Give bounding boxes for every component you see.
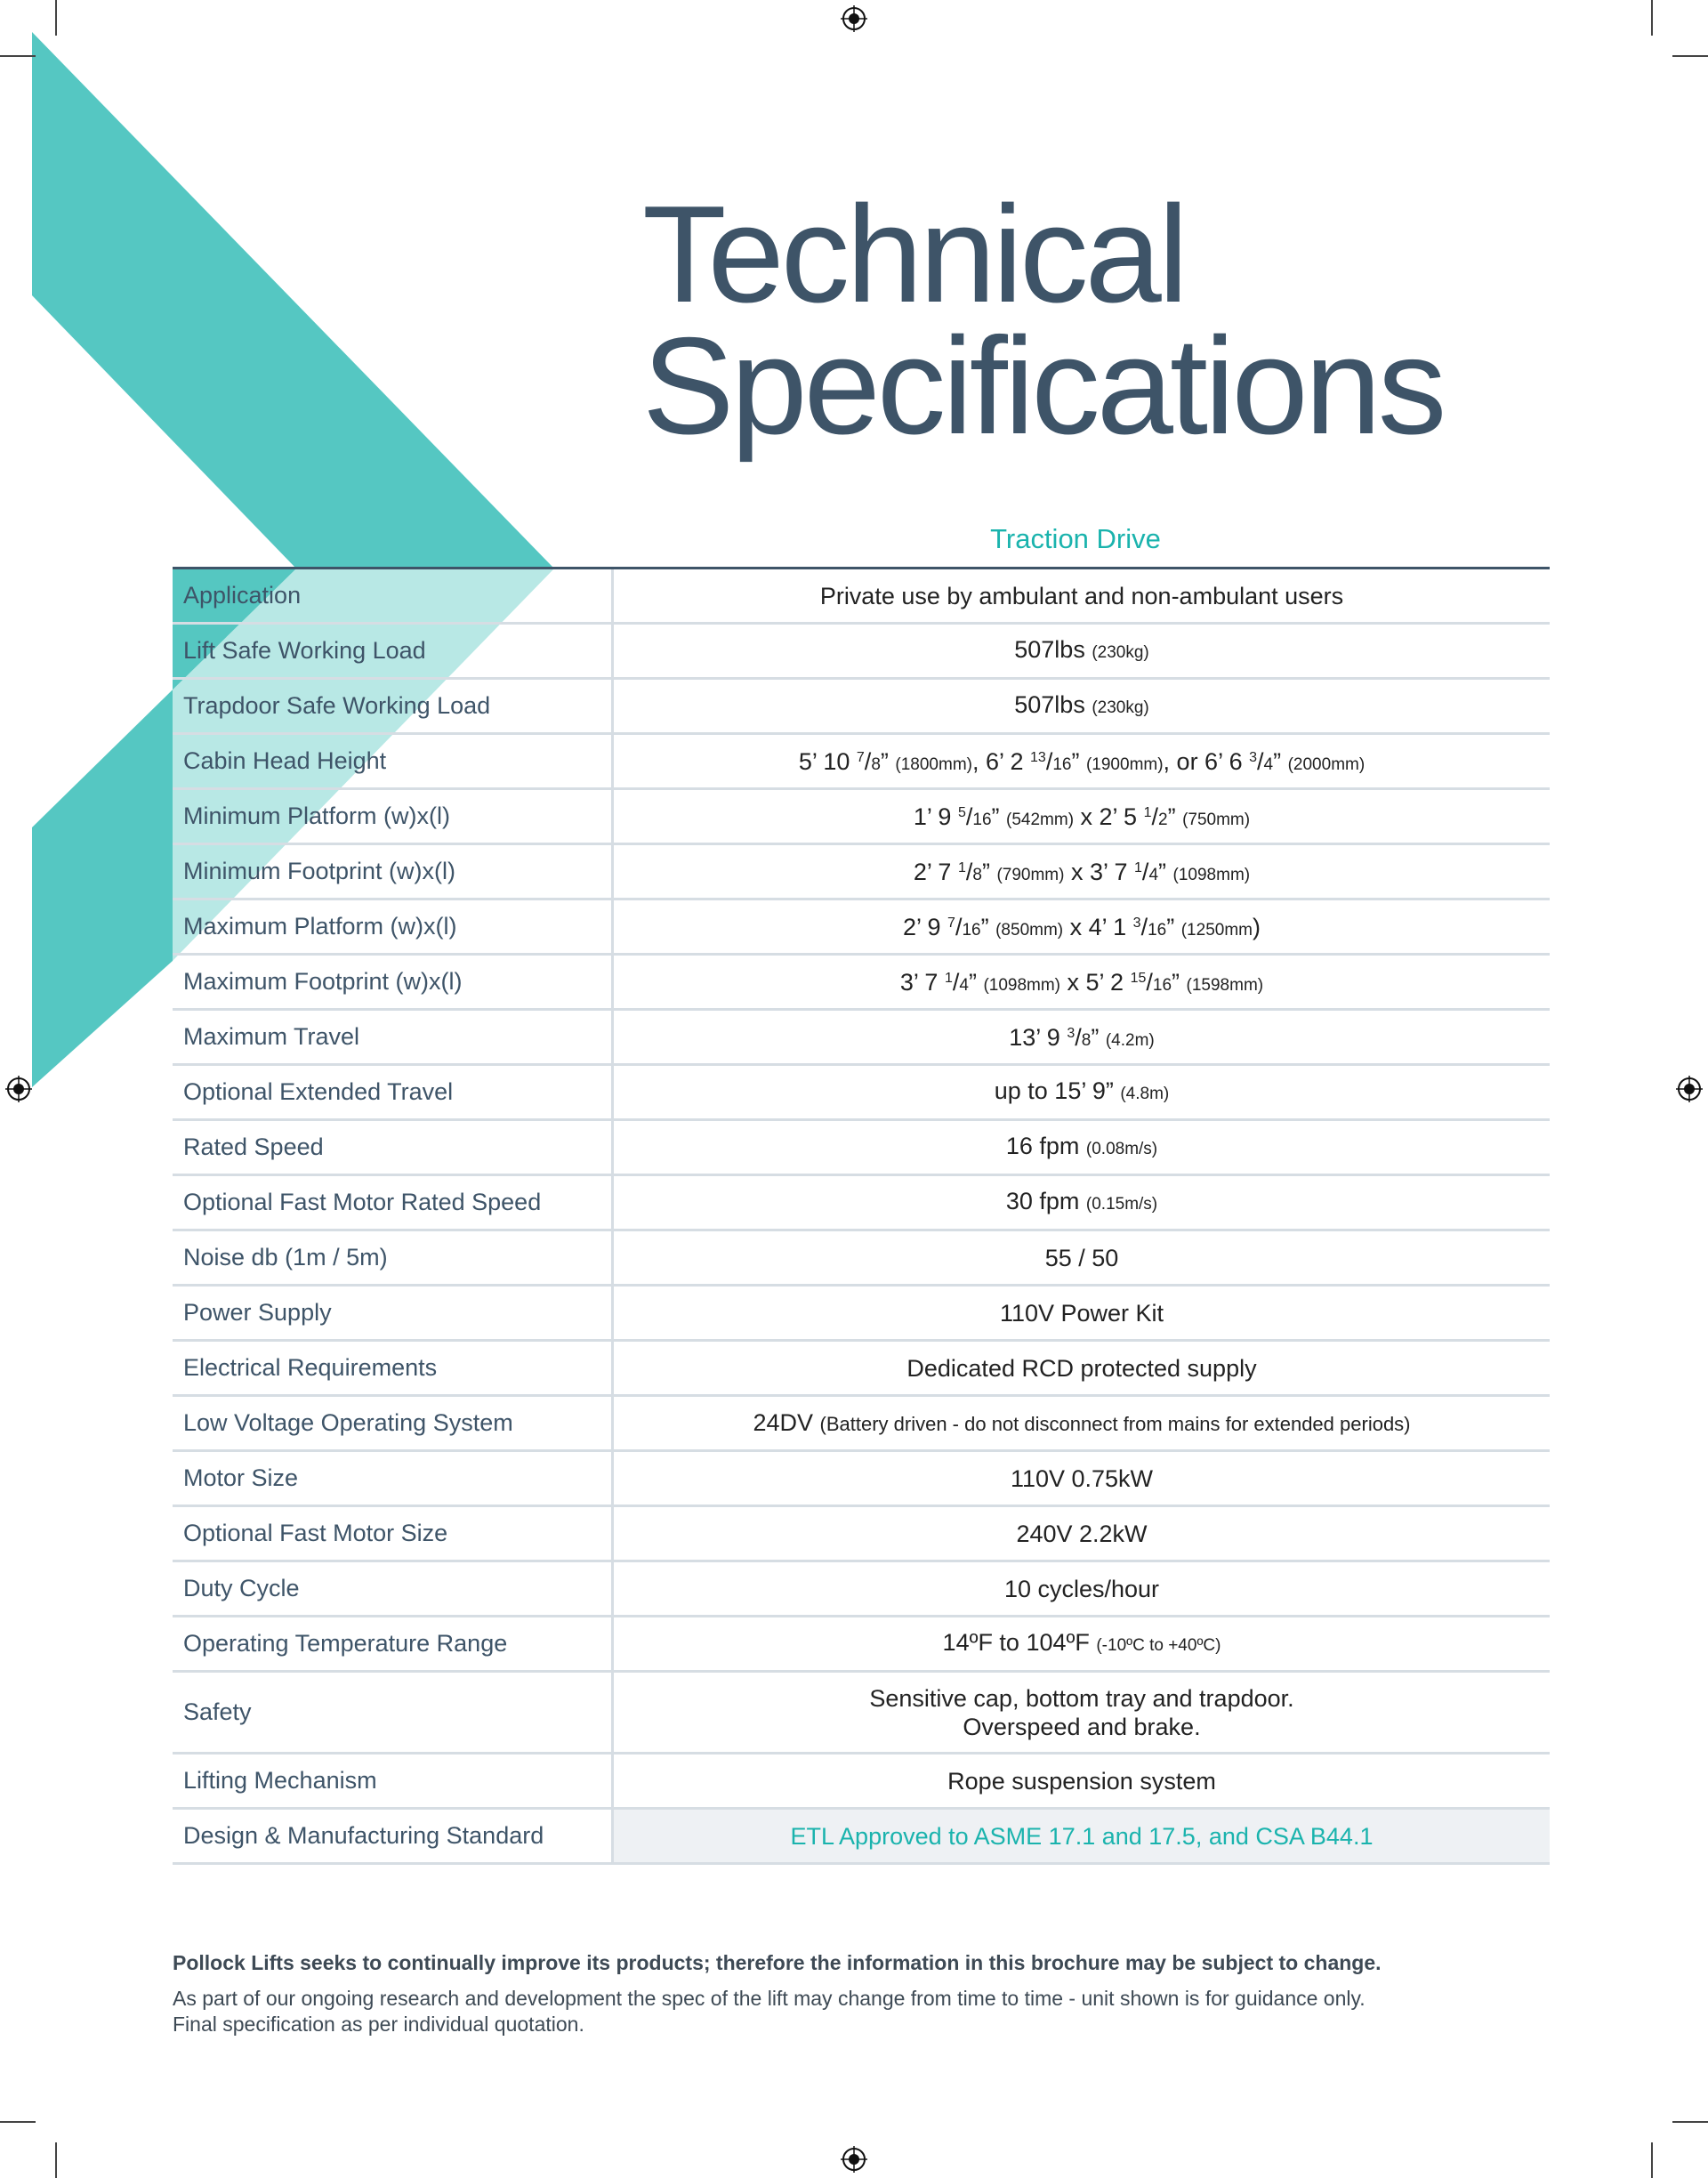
row-value: 5’ 10 $^7$/8” (1800mm), 6’ 2 $^{13}$/16” (1900mm), or 6’ 6 $^3$/4” (2000mm) bbox=[613, 734, 1551, 789]
registration-mark-icon bbox=[841, 5, 867, 32]
table-row bbox=[173, 1754, 1550, 1809]
row-value bbox=[613, 1175, 1551, 1230]
table-row bbox=[173, 1230, 1550, 1286]
inch-mark: ” bbox=[1167, 803, 1183, 830]
fraction-num: 7 bbox=[947, 915, 955, 931]
value-metric: (1598mm) bbox=[1186, 975, 1264, 995]
row-label: Rated Speed bbox=[173, 1120, 613, 1175]
page-title-line-2: Specifications bbox=[642, 309, 1444, 463]
crop-mark bbox=[1651, 2142, 1653, 2178]
value-imperial: , or 6’ 6 bbox=[1163, 747, 1250, 775]
table-row bbox=[173, 1341, 1550, 1396]
fraction-num: 1 bbox=[1143, 804, 1152, 820]
fraction-den: 16 bbox=[1148, 920, 1167, 940]
row-label: Low Voltage Operating System bbox=[173, 1396, 613, 1451]
row-value: 240V 2.2kW bbox=[613, 1506, 1551, 1561]
crop-mark bbox=[1672, 55, 1708, 57]
value-line: Overspeed and brake. bbox=[963, 1713, 1201, 1740]
value-metric: (790mm) bbox=[996, 865, 1065, 884]
fraction-den: 16 bbox=[1052, 754, 1072, 774]
fraction-num: 13 bbox=[1030, 749, 1046, 765]
table-row bbox=[173, 1065, 1550, 1120]
row-value: Rope suspension system bbox=[613, 1754, 1551, 1809]
value-main: 24DV bbox=[753, 1408, 820, 1436]
row-value: 1’ 9 $^5$/16” (542mm) x 2’ 5 $^1$/2” (750mm) bbox=[613, 789, 1551, 844]
row-value: 2’ 9 $^7$/16” (850mm) x 4’ 1 $^3$/16” (1250mm) bbox=[613, 899, 1551, 955]
row-value bbox=[613, 1120, 1551, 1175]
chevron-upper bbox=[32, 32, 553, 568]
spec-table bbox=[173, 569, 1550, 1865]
value-metric: (0.08m/s) bbox=[1085, 1139, 1158, 1158]
row-label: Cabin Head Height bbox=[173, 734, 613, 789]
table-row bbox=[173, 1506, 1550, 1561]
table-row bbox=[173, 734, 1550, 789]
crop-mark bbox=[55, 2142, 57, 2178]
row-label: Trapdoor Safe Working Load bbox=[173, 679, 613, 734]
page-title bbox=[642, 177, 1444, 463]
row-label: Optional Fast Motor Rated Speed bbox=[173, 1175, 613, 1230]
row-value bbox=[613, 1065, 1551, 1120]
value-imperial: x 3’ 7 bbox=[1064, 858, 1135, 885]
value-imperial: x 4’ 1 bbox=[1063, 913, 1133, 940]
row-label: Noise db (1m / 5m) bbox=[173, 1230, 613, 1286]
table-row bbox=[173, 1286, 1550, 1341]
table-row bbox=[173, 1451, 1550, 1506]
table-row bbox=[173, 1617, 1550, 1672]
registration-mark-icon bbox=[1676, 1076, 1703, 1102]
row-label: Optional Extended Travel bbox=[173, 1065, 613, 1120]
crop-mark bbox=[55, 0, 57, 36]
row-label: Motor Size bbox=[173, 1451, 613, 1506]
value-imperial: 1’ 9 bbox=[913, 803, 958, 830]
row-label: Power Supply bbox=[173, 1286, 613, 1341]
fraction-den: 8 bbox=[972, 865, 982, 884]
inch-mark: ” bbox=[880, 747, 896, 775]
row-value bbox=[613, 1396, 1551, 1451]
inch-mark: ” bbox=[1273, 747, 1288, 775]
row-value: 3’ 7 $^1$/4” (1098mm) x 5’ 2 $^{15}$/16” (1598mm) bbox=[613, 955, 1551, 1010]
row-label: Maximum Footprint (w)x(l) bbox=[173, 955, 613, 1010]
row-label: Maximum Travel bbox=[173, 1010, 613, 1065]
value-main: up to 15’ 9” bbox=[994, 1077, 1121, 1104]
value-imperial: , 6’ 2 bbox=[971, 747, 1031, 775]
row-label: Application bbox=[173, 569, 613, 624]
table-row bbox=[173, 899, 1550, 955]
row-label: Duty Cycle bbox=[173, 1561, 613, 1617]
column-header-traction-drive: Traction Drive bbox=[990, 523, 1161, 554]
value-main: 507lbs bbox=[1014, 635, 1092, 663]
table-row bbox=[173, 955, 1550, 1010]
fraction-den: 2 bbox=[1158, 810, 1168, 829]
value-metric: (1098mm) bbox=[1172, 865, 1251, 884]
row-value: 13’ 9 $^3$/8” (4.2m) bbox=[613, 1010, 1551, 1065]
value-tail: ) bbox=[1252, 913, 1261, 940]
crop-mark bbox=[1672, 2121, 1708, 2123]
row-value bbox=[613, 1672, 1551, 1754]
fraction-num: 1 bbox=[957, 859, 966, 875]
row-value: Private use by ambulant and non-ambulant users bbox=[613, 569, 1551, 624]
inch-mark: ” bbox=[1158, 858, 1173, 885]
fraction-num: 1 bbox=[1134, 859, 1142, 875]
row-value: 110V 0.75kW bbox=[613, 1451, 1551, 1506]
row-value: Dedicated RCD protected supply bbox=[613, 1341, 1551, 1396]
value-imperial: 2’ 9 bbox=[903, 913, 948, 940]
row-label: Operating Temperature Range bbox=[173, 1617, 613, 1672]
inch-mark: ” bbox=[981, 858, 997, 885]
fraction-den: 16 bbox=[962, 920, 981, 940]
value-imperial: x 2’ 5 bbox=[1074, 803, 1144, 830]
value-metric: (1800mm) bbox=[895, 754, 972, 774]
inch-mark: ” bbox=[1071, 747, 1086, 775]
fraction-den: 16 bbox=[972, 810, 992, 829]
table-row bbox=[173, 624, 1550, 679]
table-row bbox=[173, 1396, 1550, 1451]
table-row bbox=[173, 569, 1550, 624]
fraction-den: 4 bbox=[959, 975, 969, 995]
value-imperial: 2’ 7 bbox=[913, 858, 958, 885]
registration-mark-icon bbox=[841, 2146, 867, 2173]
row-label: Lifting Mechanism bbox=[173, 1754, 613, 1809]
row-value bbox=[613, 679, 1551, 734]
row-label: Safety bbox=[173, 1672, 613, 1754]
fraction-num: 3 bbox=[1132, 915, 1141, 931]
value-metric: (1900mm) bbox=[1085, 754, 1164, 774]
value-metric: (4.2m) bbox=[1105, 1030, 1155, 1050]
value-metric: (2000mm) bbox=[1287, 754, 1366, 774]
fraction-num: 3 bbox=[1249, 749, 1257, 765]
row-value bbox=[613, 1617, 1551, 1672]
value-metric: (542mm) bbox=[1006, 810, 1075, 829]
value-main: 14ºF to 104ºF bbox=[942, 1628, 1097, 1656]
table-row bbox=[173, 1561, 1550, 1617]
row-value: 2’ 7 $^1$/8” (790mm) x 3’ 7 $^1$/4” (1098mm) bbox=[613, 844, 1551, 899]
table-row bbox=[173, 1120, 1550, 1175]
value-note: (Battery driven - do not disconnect from mains for extended periods) bbox=[819, 1412, 1411, 1435]
row-label: Design & Manufacturing Standard bbox=[173, 1809, 613, 1864]
disclaimer-line: Final specification as per individual quotation. bbox=[173, 2013, 584, 2036]
table-row bbox=[173, 1175, 1550, 1230]
disclaimer-heading: Pollock Lifts seeks to continually improve its products; therefore the information in this brochure may be subject to change. bbox=[173, 1951, 1382, 1974]
fraction-num: 1 bbox=[944, 970, 953, 986]
value-imperial: 13’ 9 bbox=[1009, 1023, 1068, 1051]
inch-mark: ” bbox=[1091, 1023, 1106, 1051]
inch-mark: ” bbox=[1172, 968, 1187, 996]
value-metric: (230kg) bbox=[1092, 698, 1149, 717]
value-imperial: 3’ 7 bbox=[899, 968, 945, 996]
value-imperial: 5’ 10 bbox=[798, 747, 857, 775]
fraction-num: 15 bbox=[1130, 970, 1147, 986]
inch-mark: ” bbox=[991, 803, 1007, 830]
value-main: 16 fpm bbox=[1005, 1132, 1086, 1159]
value-main: 507lbs bbox=[1014, 690, 1092, 718]
crop-mark bbox=[0, 55, 36, 57]
row-label: Maximum Platform (w)x(l) bbox=[173, 899, 613, 955]
disclaimer-line: As part of our ongoing research and development the spec of the lift may change from time to time - unit shown is for guidance only. bbox=[173, 1987, 1366, 2010]
value-metric: (0.15m/s) bbox=[1085, 1194, 1158, 1214]
fraction-num: 3 bbox=[1067, 1025, 1076, 1041]
row-label: Optional Fast Motor Size bbox=[173, 1506, 613, 1561]
fraction-den: 4 bbox=[1148, 865, 1159, 884]
crop-mark bbox=[0, 2121, 36, 2123]
fraction-den: 8 bbox=[1081, 1030, 1092, 1050]
value-metric: (-10ºC to +40ºC) bbox=[1096, 1635, 1221, 1655]
row-value bbox=[613, 624, 1551, 679]
value-metric: (1098mm) bbox=[983, 975, 1061, 995]
inch-mark: ” bbox=[1166, 913, 1181, 940]
value-metric: (1250mm bbox=[1180, 920, 1253, 940]
table-row bbox=[173, 1809, 1550, 1864]
inch-mark: ” bbox=[968, 968, 984, 996]
table-row bbox=[173, 844, 1550, 899]
value-main: 30 fpm bbox=[1005, 1187, 1086, 1214]
row-label: Lift Safe Working Load bbox=[173, 624, 613, 679]
value-metric: (4.8m) bbox=[1120, 1084, 1170, 1103]
registration-mark-icon bbox=[5, 1076, 32, 1102]
value-line: Sensitive cap, bottom tray and trapdoor. bbox=[869, 1684, 1294, 1712]
page-title-line-1: Technical bbox=[642, 177, 1186, 331]
fraction-den: 4 bbox=[1263, 754, 1274, 774]
row-label: Minimum Footprint (w)x(l) bbox=[173, 844, 613, 899]
fraction-den: 16 bbox=[1152, 975, 1172, 995]
row-value: 110V Power Kit bbox=[613, 1286, 1551, 1341]
value-metric: (230kg) bbox=[1092, 642, 1149, 662]
fraction-num: 5 bbox=[957, 804, 966, 820]
fraction-num: 7 bbox=[856, 749, 865, 765]
value-metric: (750mm) bbox=[1182, 810, 1251, 829]
row-value: 10 cycles/hour bbox=[613, 1561, 1551, 1617]
crop-mark bbox=[1651, 0, 1653, 36]
value-metric: (850mm) bbox=[995, 920, 1064, 940]
table-row bbox=[173, 679, 1550, 734]
value-imperial: x 5’ 2 bbox=[1060, 968, 1131, 996]
inch-mark: ” bbox=[980, 913, 996, 940]
row-value: 55 / 50 bbox=[613, 1230, 1551, 1286]
fraction-den: 8 bbox=[871, 754, 881, 774]
table-row bbox=[173, 789, 1550, 844]
table-row bbox=[173, 1672, 1550, 1754]
disclaimer-text bbox=[173, 1986, 1560, 2037]
row-label: Minimum Platform (w)x(l) bbox=[173, 789, 613, 844]
table-row bbox=[173, 1010, 1550, 1065]
row-label: Electrical Requirements bbox=[173, 1341, 613, 1396]
row-value: ETL Approved to ASME 17.1 and 17.5, and CSA B44.1 bbox=[613, 1809, 1551, 1864]
